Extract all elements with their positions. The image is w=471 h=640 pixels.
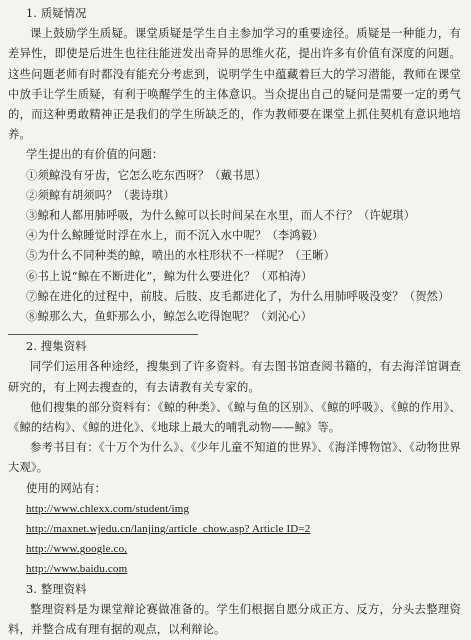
list-item: ④为什么鲸睡觉时浮在水上，而不沉入水中呢？（李鸿毅） (26, 229, 324, 243)
organizing-paragraph: 整理资料是为课堂辩论赛做准备的。学生们根据自愿分成正方、反方，分头去整理资料，并整合成有理有据的观点，以利辩论。 (8, 602, 461, 637)
list-item: ①须鲸没有牙齿，它怎么吃东西呀？（戴书思） (26, 168, 267, 182)
website-link[interactable]: http://www.baidu.com (26, 563, 128, 576)
collecting-paragraph-materials: 他们搜集的部分资料有：《鲸的种类》、《鲸与鱼的区别》、《鲸的呼吸》、《鲸的作用》、《鲸的结构》、《鲸的进化》、《地球上最大的哺乳动物——鲸》等。 (8, 400, 461, 435)
questioning-paragraph: 课上鼓励学生质疑。课堂质疑是学生自主参加学习的重要途径。质疑是一种能力，有差异性，即使是后进生也往往能迸发出奇异的思维火花，提出许多有价值有深度的问题。这些问题老师有时都没有能充分考虑到，说明学生中蕴藏着巨大的学习潜能，教师在课堂中放手让学生质疑，有利于唤醒学生的主体意识。当众提出自己的疑问是需要一定的勇气的，而这种勇敢精神正是我们的学生所缺乏的，作为教师要在课堂上抓住契机有意识地培养。 (8, 27, 461, 142)
list-item (8, 539, 461, 559)
website-link[interactable]: http://www.chlexx.com/student/img (26, 502, 190, 515)
list-item: ③鲸和人都用肺呼吸，为什么鲸可以长时间呆在水里，而人不行？（许妮琪） (26, 209, 416, 223)
section-heading-collecting: 2. 搜集资料 (26, 340, 87, 354)
websites-label: 使用的网站有： (26, 481, 107, 495)
section-heading-organizing: 3. 整理资料 (26, 582, 87, 596)
collecting-paragraph-references: 参考书目有：《十万个为什么》、《少年儿童不知道的世界》、《海洋博物馆》、《动物世界大观》。 (8, 441, 461, 475)
websites-list (8, 499, 461, 580)
website-link[interactable]: http://www.google.co, (26, 543, 128, 556)
list-item: ⑥书上说“鲸在不断进化”，鲸为什么要进化？（邓柏涛） (26, 269, 313, 283)
section-divider (8, 334, 198, 335)
student-questions-list (8, 166, 461, 328)
list-item (8, 519, 461, 539)
section-heading-questioning: 1. 质疑情况 (26, 7, 87, 20)
list-item: ⑧鲸那么大，鱼虾那么小，鲸怎么吃得饱呢？（刘沁心） (26, 310, 313, 324)
website-link[interactable]: http://maxnet.wjedu.cn/lanjing/article_chow.asp? Article ID=2 (26, 523, 311, 536)
list-item: ⑤为什么不同种类的鲸，喷出的水柱形状不一样呢？（王晰） (26, 249, 336, 263)
collecting-paragraph-methods: 同学们运用各种途经，搜集到了许多资料。有去图书馆查阅书籍的，有去海洋馆调查研究的，有上网去搜查的，有去请教有关专家的。 (8, 360, 461, 394)
questions-intro: 学生提出的有价值的问题： (26, 148, 164, 162)
list-item (8, 559, 461, 579)
list-item: ②须鲸有胡须吗？（裴诗琪） (26, 188, 175, 202)
list-item (8, 499, 461, 519)
list-item: ⑦鲸在进化的过程中，前肢、后肢、皮毛都进化了，为什么用肺呼吸没变？（贺然） (26, 289, 450, 303)
